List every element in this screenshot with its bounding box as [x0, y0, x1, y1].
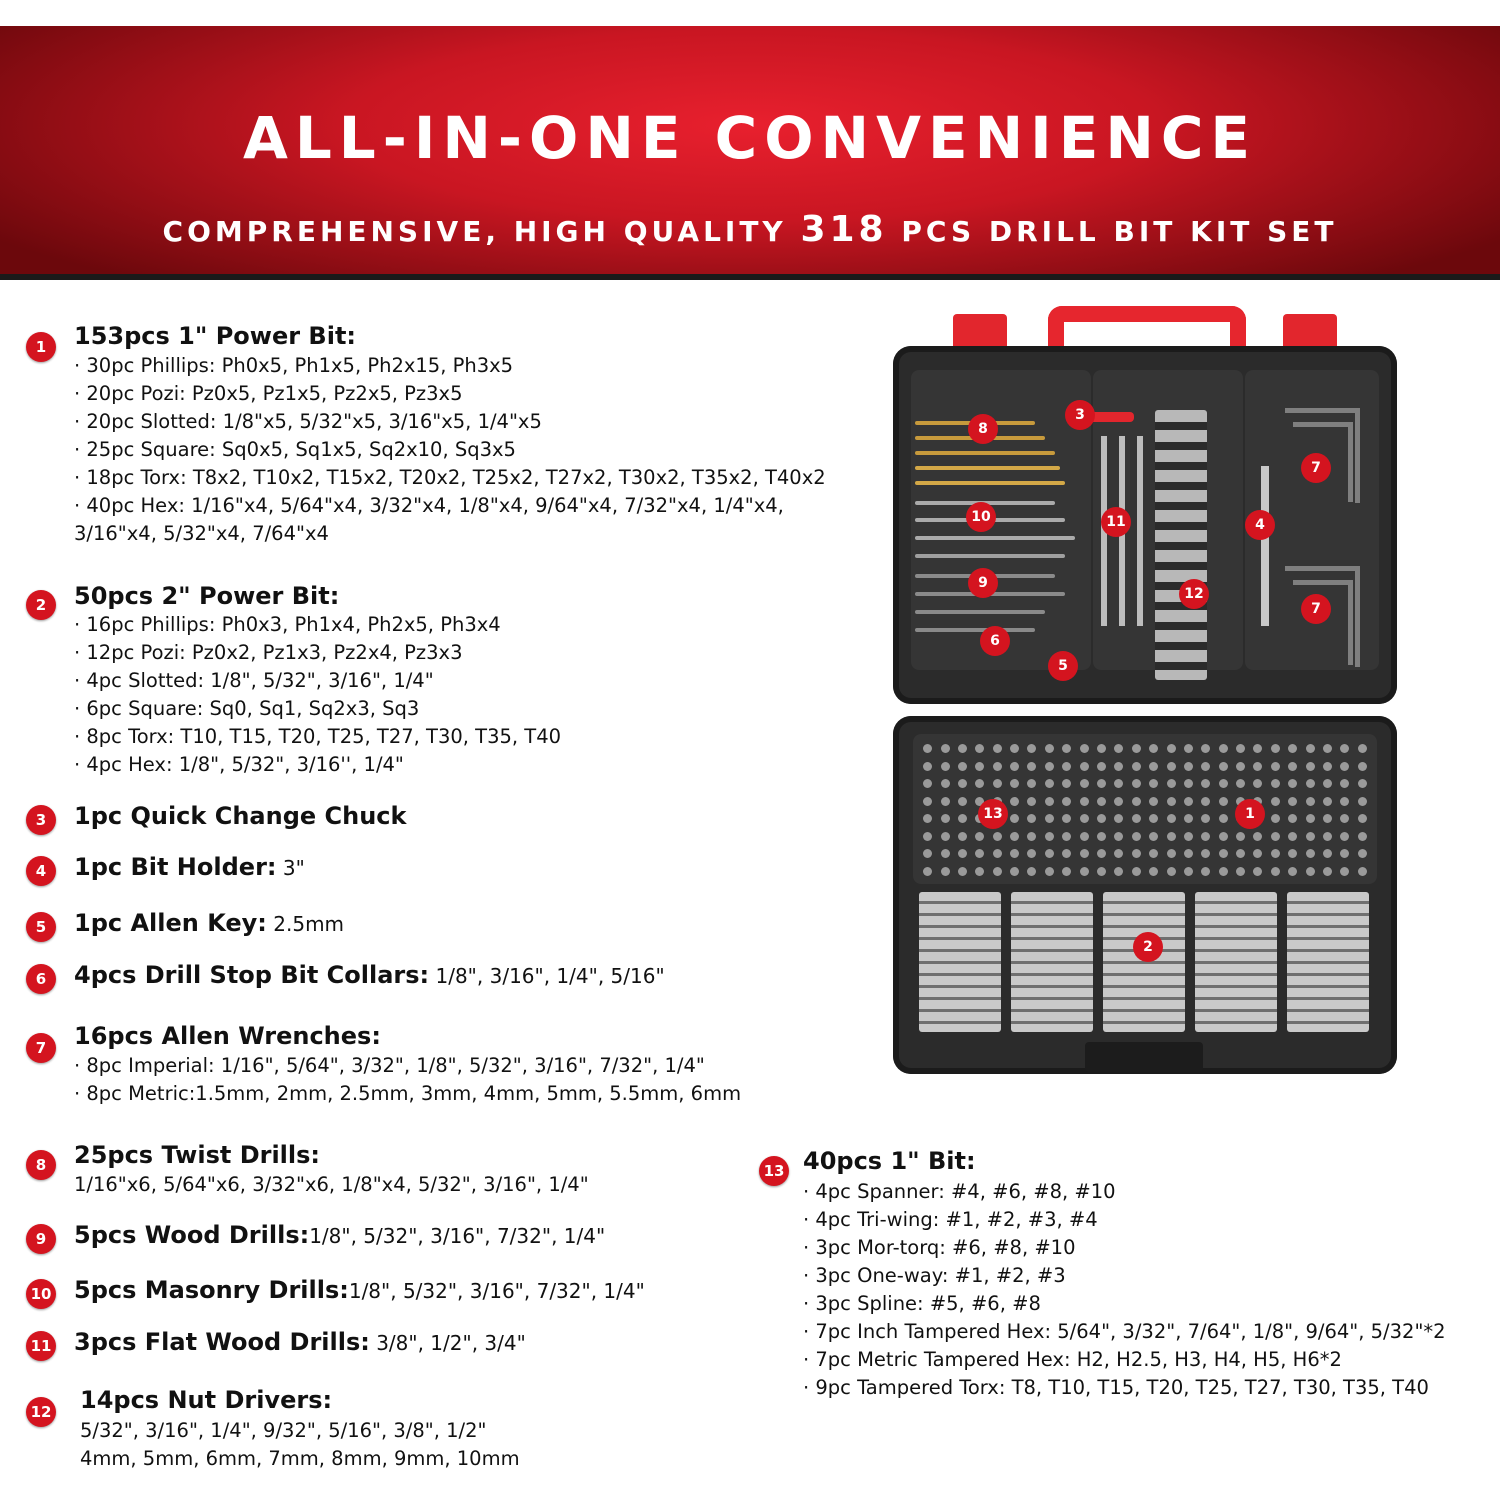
bit-dot: [923, 867, 932, 876]
bit-dot: [1149, 814, 1158, 823]
case-badge: 7: [1301, 594, 1331, 624]
bit-dot: [1027, 797, 1036, 806]
spec-line: · 8pc Imperial: 1/16", 5/64", 3/32", 1/8", 5/32", 3/16", 7/32", 1/4": [74, 1054, 705, 1077]
bit-dot: [1062, 814, 1071, 823]
case-badge: 13: [978, 799, 1008, 829]
drill-bit: [915, 451, 1055, 455]
bit-dot: [1027, 832, 1036, 841]
spec-line: · 3pc Mor-torq: #6, #8, #10: [803, 1236, 1076, 1259]
bit-dot: [1358, 762, 1367, 771]
bit-dot: [1149, 832, 1158, 841]
bit-dot: [923, 849, 932, 858]
spec-line: 3/16"x4, 5/32"x4, 7/64"x4: [74, 522, 329, 545]
bit-dot: [1236, 744, 1245, 753]
bit-dot: [1132, 867, 1141, 876]
bit-dot: [1306, 744, 1315, 753]
section-heading: 1pc Quick Change Chuck: [74, 802, 407, 830]
bit-dot: [1184, 762, 1193, 771]
bit-dot: [1167, 779, 1176, 788]
bit-dot: [993, 832, 1002, 841]
bit-dot: [1271, 867, 1280, 876]
bit-dot: [958, 832, 967, 841]
bit-dot: [1340, 867, 1349, 876]
spec-line: · 4pc Hex: 1/8", 5/32", 3/16'', 1/4": [74, 753, 404, 776]
bit-holder: [1261, 466, 1269, 626]
section-heading: 1pc Bit Holder: 3": [74, 853, 305, 881]
bit-dot: [1027, 744, 1036, 753]
bit-dot: [1167, 867, 1176, 876]
bit-dot: [941, 762, 950, 771]
bit-dot: [1271, 814, 1280, 823]
section-heading: 40pcs 1" Bit:: [803, 1147, 976, 1175]
spec-line: 4mm, 5mm, 6mm, 7mm, 8mm, 9mm, 10mm: [80, 1447, 520, 1470]
spec-line: 1/16"x6, 5/64"x6, 3/32"x6, 1/8"x4, 5/32", 3/16", 1/4": [74, 1173, 589, 1196]
bit-dot: [993, 779, 1002, 788]
bit-dot: [1358, 814, 1367, 823]
section-badge: 9: [26, 1224, 56, 1254]
bit-dot: [1062, 744, 1071, 753]
bit-dot: [958, 779, 967, 788]
bit-dot: [1149, 797, 1158, 806]
bit-dot: [1219, 832, 1228, 841]
bit-dot: [1132, 849, 1141, 858]
bit-dot: [1167, 762, 1176, 771]
section-badge: 12: [26, 1397, 56, 1427]
bit-dot: [1132, 797, 1141, 806]
bit-dot: [1045, 762, 1054, 771]
section-lines: [74, 611, 561, 779]
spec-line: · 4pc Tri-wing: #1, #2, #3, #4: [803, 1208, 1098, 1231]
bit-dot: [1080, 849, 1089, 858]
bit-dot: [1201, 832, 1210, 841]
section-badge: 8: [26, 1150, 56, 1180]
bit-dot: [923, 779, 932, 788]
bit-dot: [1288, 867, 1297, 876]
bit-dot: [1323, 867, 1332, 876]
section-heading: 3pcs Flat Wood Drills: 3/8", 1/2", 3/4": [74, 1328, 526, 1356]
bit-dot: [1045, 849, 1054, 858]
bit-dot: [1288, 797, 1297, 806]
bit-dot: [1236, 832, 1245, 841]
bit-dot: [1236, 849, 1245, 858]
bit-dot: [1219, 867, 1228, 876]
bit-dot: [1201, 744, 1210, 753]
bit-dot: [1306, 762, 1315, 771]
spec-line: · 40pc Hex: 1/16"x4, 5/64"x4, 3/32"x4, 1/8"x4, 9/64"x4, 7/32"x4, 1/4"x4,: [74, 494, 784, 517]
bit-dot: [941, 797, 950, 806]
bit-dot: [1097, 867, 1106, 876]
bit-dot: [1045, 779, 1054, 788]
bit-dot: [1253, 867, 1262, 876]
spec-line: · 4pc Spanner: #4, #6, #8, #10: [803, 1180, 1116, 1203]
bit-dot: [1045, 744, 1054, 753]
bit-dot: [1219, 762, 1228, 771]
bit-dot: [975, 744, 984, 753]
spec-line: 5/32", 3/16", 1/4", 9/32", 5/16", 3/8", 1/2": [80, 1419, 487, 1442]
section-badge: 10: [26, 1279, 56, 1309]
bit-dot: [1167, 832, 1176, 841]
case-badge: 6: [980, 626, 1010, 656]
bit-dot: [1184, 849, 1193, 858]
bit-dot: [1236, 779, 1245, 788]
bit-dot: [1271, 762, 1280, 771]
bit-column: [1011, 892, 1093, 1032]
spec-line: · 12pc Pozi: Pz0x2, Pz1x3, Pz2x4, Pz3x3: [74, 641, 463, 664]
bit-dot: [1114, 779, 1123, 788]
spec-line: · 7pc Metric Tampered Hex: H2, H2.5, H3, H4, H5, H6*2: [803, 1348, 1342, 1371]
bit-dot: [1253, 744, 1262, 753]
bit-dot: [923, 762, 932, 771]
bit-dot: [941, 744, 950, 753]
bit-dot: [1080, 779, 1089, 788]
bit-dot: [1062, 797, 1071, 806]
bit-dot: [923, 744, 932, 753]
bit-dot: [1114, 832, 1123, 841]
bit-dot: [1097, 779, 1106, 788]
bit-dot: [1306, 814, 1315, 823]
bit-dot: [1323, 762, 1332, 771]
bit-dot: [1010, 779, 1019, 788]
spec-line: · 20pc Slotted: 1/8"x5, 5/32"x5, 3/16"x5, 1/4"x5: [74, 410, 542, 433]
bit-dot: [941, 814, 950, 823]
bit-dot: [958, 744, 967, 753]
bit-dot: [1340, 744, 1349, 753]
bit-dot: [1340, 762, 1349, 771]
section-heading: 25pcs Twist Drills:: [74, 1141, 321, 1169]
bit-dot: [1149, 849, 1158, 858]
bit-dot: [1340, 779, 1349, 788]
bit-dot: [1340, 797, 1349, 806]
bit-dot: [975, 762, 984, 771]
bit-dot: [1201, 797, 1210, 806]
section-heading: 4pcs Drill Stop Bit Collars: 1/8", 3/16", 1/4", 5/16": [74, 961, 665, 989]
drill-bit: [915, 628, 1035, 632]
bit-dot: [1114, 849, 1123, 858]
section-badge: 5: [26, 912, 56, 942]
section-heading: 14pcs Nut Drivers:: [80, 1386, 333, 1414]
bit-dot: [1010, 867, 1019, 876]
bit-dot: [1097, 762, 1106, 771]
bit-dot: [1323, 832, 1332, 841]
bit-dot: [1010, 797, 1019, 806]
bit-dot: [1306, 797, 1315, 806]
bit-dot: [1219, 797, 1228, 806]
bit-dot: [1253, 762, 1262, 771]
bit-dot: [1027, 867, 1036, 876]
drill-bit: [915, 481, 1065, 485]
bit-dot: [1149, 744, 1158, 753]
bit-dot: [975, 832, 984, 841]
bit-dot: [1271, 797, 1280, 806]
bit-dot: [1045, 867, 1054, 876]
page-title: ALL-IN-ONE CONVENIENCE: [242, 104, 1258, 172]
bit-dot: [923, 814, 932, 823]
bit-dot: [1288, 744, 1297, 753]
case-badge: 4: [1245, 510, 1275, 540]
bit-column: [1195, 892, 1277, 1032]
bit-dot: [1080, 797, 1089, 806]
bit-dot: [1167, 744, 1176, 753]
subtitle-count: 318: [800, 209, 888, 250]
bit-dot: [1184, 832, 1193, 841]
case-badge: 5: [1048, 651, 1078, 681]
bit-dot: [1149, 867, 1158, 876]
section-heading: 16pcs Allen Wrenches:: [74, 1022, 381, 1050]
bit-dot: [1027, 762, 1036, 771]
bit-dot: [1062, 849, 1071, 858]
bit-dot: [1132, 832, 1141, 841]
section-lines: [74, 352, 826, 548]
spec-line: · 16pc Phillips: Ph0x3, Ph1x4, Ph2x5, Ph3x4: [74, 613, 501, 636]
case-badge: 7: [1301, 453, 1331, 483]
bit-dot: [1167, 814, 1176, 823]
section-badge: 4: [26, 856, 56, 886]
subtitle-post: PCS DRILL BIT KIT SET: [887, 215, 1338, 248]
bit-dot: [1114, 814, 1123, 823]
spade-bit: [1137, 436, 1143, 626]
bit-dot: [1236, 867, 1245, 876]
bit-dot: [1236, 762, 1245, 771]
spec-line: · 20pc Pozi: Pz0x5, Pz1x5, Pz2x5, Pz3x5: [74, 382, 463, 405]
bit-dot: [1062, 867, 1071, 876]
bit-column: [919, 892, 1001, 1032]
bit-dot: [1027, 849, 1036, 858]
bit-dot: [1114, 797, 1123, 806]
bit-dot: [1201, 762, 1210, 771]
bit-dot: [1219, 779, 1228, 788]
bit-dot: [1062, 762, 1071, 771]
spec-line: · 8pc Torx: T10, T15, T20, T25, T27, T30, T35, T40: [74, 725, 562, 748]
bit-dot: [1184, 867, 1193, 876]
section-lines: [74, 1171, 589, 1199]
bit-dot: [1010, 744, 1019, 753]
bit-dot: [1201, 814, 1210, 823]
bit-dot: [941, 849, 950, 858]
section-lines: [803, 1178, 1446, 1402]
bit-dot: [1132, 779, 1141, 788]
bit-dot: [958, 814, 967, 823]
bit-dot: [958, 762, 967, 771]
bit-dot: [1201, 779, 1210, 788]
bit-dot: [1358, 744, 1367, 753]
bit-dot: [1097, 832, 1106, 841]
bit-dot: [941, 832, 950, 841]
drill-bit: [915, 466, 1060, 470]
case-badge: 1: [1235, 799, 1265, 829]
bit-dot: [1219, 849, 1228, 858]
section-heading: 5pcs Masonry Drills:1/8", 5/32", 3/16", 7/32", 1/4": [74, 1276, 645, 1304]
bit-dot: [1080, 832, 1089, 841]
section-lines: [74, 1052, 741, 1108]
bit-dot: [958, 797, 967, 806]
case-badge: 3: [1065, 400, 1095, 430]
bit-dot: [1027, 779, 1036, 788]
bit-dot: [975, 849, 984, 858]
bit-dot: [923, 832, 932, 841]
bit-dot: [1010, 849, 1019, 858]
bit-dot: [1045, 832, 1054, 841]
bit-dot: [1080, 762, 1089, 771]
bit-dot: [1097, 744, 1106, 753]
bit-dot: [975, 867, 984, 876]
header-banner: [0, 26, 1500, 280]
case-badge: 9: [968, 568, 998, 598]
bit-dot: [1097, 797, 1106, 806]
bit-dot: [1340, 832, 1349, 841]
spec-line: · 8pc Metric:1.5mm, 2mm, 2.5mm, 3mm, 4mm, 5mm, 5.5mm, 6mm: [74, 1082, 742, 1105]
bit-dot: [1288, 779, 1297, 788]
bit-dot: [1167, 849, 1176, 858]
section-badge: 6: [26, 964, 56, 994]
bit-dot: [1358, 832, 1367, 841]
section-lines: [80, 1417, 520, 1473]
section-badge: 13: [759, 1156, 789, 1186]
case-badge: 2: [1133, 932, 1163, 962]
bit-dot: [1114, 762, 1123, 771]
bit-dot: [1288, 814, 1297, 823]
bit-dot: [1045, 814, 1054, 823]
bit-dot: [993, 867, 1002, 876]
bit-dot: [1358, 797, 1367, 806]
bit-dot: [1184, 779, 1193, 788]
section-heading: 153pcs 1" Power Bit:: [74, 322, 357, 350]
bit-dot: [1114, 744, 1123, 753]
bit-dot: [1358, 779, 1367, 788]
bit-dot: [1184, 744, 1193, 753]
bit-dot: [993, 744, 1002, 753]
bit-dot: [1306, 832, 1315, 841]
bit-dot: [1323, 814, 1332, 823]
section-badge: 1: [26, 332, 56, 362]
bit-dot: [1271, 779, 1280, 788]
bit-dot: [1062, 779, 1071, 788]
spec-line: · 6pc Square: Sq0, Sq1, Sq2x3, Sq3: [74, 697, 420, 720]
case-badge: 10: [966, 502, 996, 532]
bit-dot: [1253, 849, 1262, 858]
section-heading: 50pcs 2" Power Bit:: [74, 582, 340, 610]
bit-dot: [1010, 762, 1019, 771]
bit-dot: [1010, 814, 1019, 823]
bit-column: [1103, 892, 1185, 1032]
drill-bit: [915, 554, 1065, 558]
bit-dot: [1201, 849, 1210, 858]
bit-dot: [1323, 849, 1332, 858]
drill-bit: [915, 610, 1045, 614]
spec-line: · 7pc Inch Tampered Hex: 5/64", 3/32", 7/64", 1/8", 9/64", 5/32"*2: [803, 1320, 1446, 1343]
case-badge: 11: [1101, 507, 1131, 537]
bit-dot: [1340, 849, 1349, 858]
bit-dot: [1045, 797, 1054, 806]
bit-dot: [923, 797, 932, 806]
bit-dot: [958, 867, 967, 876]
bit-dot: [975, 779, 984, 788]
bit-dot: [1306, 867, 1315, 876]
bit-dot: [1306, 779, 1315, 788]
bit-dot: [1323, 779, 1332, 788]
tool-case-illustration: [893, 306, 1397, 1074]
bit-dot: [1306, 849, 1315, 858]
spec-line: · 4pc Slotted: 1/8", 5/32", 3/16", 1/4": [74, 669, 434, 692]
bit-dot: [1288, 849, 1297, 858]
section-heading: 1pc Allen Key: 2.5mm: [74, 909, 345, 937]
bit-dot: [1288, 832, 1297, 841]
section-badge: 2: [26, 590, 56, 620]
bit-dot: [1184, 814, 1193, 823]
spec-line: · 18pc Torx: T8x2, T10x2, T15x2, T20x2, T25x2, T27x2, T30x2, T35x2, T40x2: [74, 466, 826, 489]
bit-dot: [1080, 744, 1089, 753]
case-badge: 12: [1179, 579, 1209, 609]
bit-dot: [1201, 867, 1210, 876]
bit-dot: [993, 762, 1002, 771]
spec-line: · 25pc Square: Sq0x5, Sq1x5, Sq2x10, Sq3x5: [74, 438, 516, 461]
drill-bit: [915, 536, 1075, 540]
bit-dot: [1253, 832, 1262, 841]
spec-line: · 9pc Tampered Torx: T8, T10, T15, T20, T25, T27, T30, T35, T40: [803, 1376, 1429, 1399]
section-badge: 11: [26, 1331, 56, 1361]
bit-dot: [1097, 814, 1106, 823]
bit-dot: [1010, 832, 1019, 841]
bit-dot: [1149, 762, 1158, 771]
bit-dot: [1271, 832, 1280, 841]
case-lower-half: [893, 716, 1397, 1074]
bit-dot: [1167, 797, 1176, 806]
bit-dot: [1358, 867, 1367, 876]
bit-dot: [1253, 779, 1262, 788]
bit-dot: [1219, 744, 1228, 753]
bit-dot: [1149, 779, 1158, 788]
spec-line: · 30pc Phillips: Ph0x5, Ph1x5, Ph2x15, Ph3x5: [74, 354, 514, 377]
bit-dot: [1132, 744, 1141, 753]
bit-dot: [1323, 797, 1332, 806]
bit-dot: [1219, 814, 1228, 823]
bit-dot: [1271, 849, 1280, 858]
bit-dot: [1080, 867, 1089, 876]
bit-dot: [941, 867, 950, 876]
page-subtitle: [0, 209, 1500, 250]
bit-dot: [1114, 867, 1123, 876]
bit-dot: [993, 849, 1002, 858]
case-clasp: [1085, 1042, 1203, 1072]
section-badge: 7: [26, 1033, 56, 1063]
bit-dot: [1323, 744, 1332, 753]
bit-dot: [1358, 849, 1367, 858]
subtitle-pre: COMPREHENSIVE, HIGH QUALITY: [162, 215, 801, 248]
bit-dot: [1080, 814, 1089, 823]
bit-dot: [1340, 814, 1349, 823]
bit-dot: [958, 849, 967, 858]
bit-dot: [1132, 762, 1141, 771]
bit-dot: [1132, 814, 1141, 823]
bit-dot: [1097, 849, 1106, 858]
nut-drivers: [1155, 410, 1207, 680]
section-badge: 3: [26, 805, 56, 835]
bit-dot: [1288, 762, 1297, 771]
hex-key: [1293, 580, 1353, 665]
bit-dot: [1062, 832, 1071, 841]
bit-column: [1287, 892, 1369, 1032]
case-badge: 8: [968, 414, 998, 444]
bit-dot: [941, 779, 950, 788]
spec-line: · 3pc Spline: #5, #6, #8: [803, 1292, 1041, 1315]
section-heading: 5pcs Wood Drills:1/8", 5/32", 3/16", 7/32", 1/4": [74, 1221, 606, 1249]
bit-dot: [1027, 814, 1036, 823]
bit-dot: [1184, 797, 1193, 806]
bit-dot: [1271, 744, 1280, 753]
spec-line: · 3pc One-way: #1, #2, #3: [803, 1264, 1066, 1287]
